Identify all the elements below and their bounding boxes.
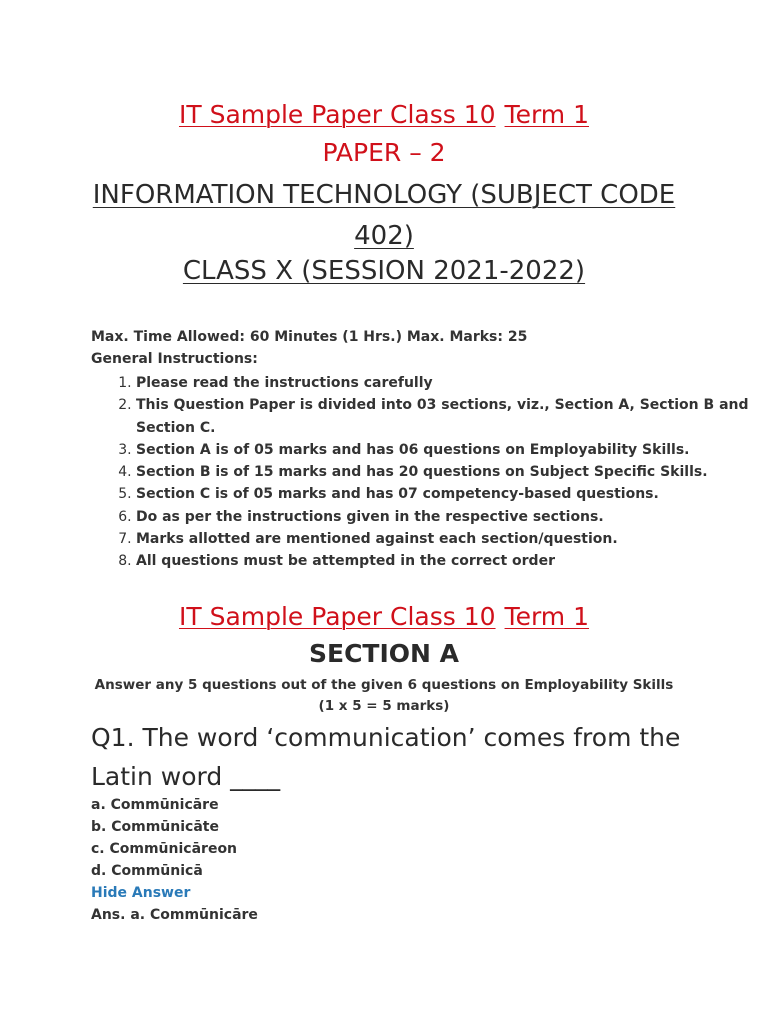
section-note-line2: (1 x 5 = 5 marks) <box>318 698 450 714</box>
paper-number: PAPER – 2 <box>322 138 446 167</box>
instruction-item: 4. Section B is of 15 marks and has 20 questions on Subject Specific Skills. <box>136 461 756 483</box>
option-c: c. Commūnicāreon <box>91 841 238 857</box>
instruction-item: 6. Do as per the instructions given in the respective sections. <box>136 506 756 528</box>
subject-heading <box>80 175 688 257</box>
class-session-heading <box>0 255 768 287</box>
instruction-item: 8. All questions must be attempted in the correct order <box>136 550 756 572</box>
instruction-item: 2. This Question Paper is divided into 03 sections, viz., Section A, Section B and Section C. <box>136 394 756 439</box>
option-b: b. Commūnicāte <box>91 819 219 835</box>
general-instructions-heading: General Instructions: <box>91 351 258 367</box>
instruction-item: 3. Section A is of 05 marks and has 06 questions on Employability Skills. <box>136 439 756 461</box>
instruction-item: 7. Marks allotted are mentioned against each section/question. <box>136 528 756 550</box>
answer-text: Ans. a. Commūnicāre <box>91 907 258 923</box>
class-session-text: CLASS X (SESSION 2021-2022) <box>182 256 586 286</box>
subject-text: INFORMATION TECHNOLOGY (SUBJECT CODE 402) <box>92 180 676 251</box>
page-title <box>0 100 768 130</box>
instruction-item: 5. Section C is of 05 marks and has 07 competency-based questions. <box>136 483 756 505</box>
question-text: Q1. The word ‘communication’ comes from the Latin word ____ <box>91 723 681 791</box>
option-d: d. Commūnicā <box>91 863 203 879</box>
title-link-class10[interactable]: IT Sample Paper Class 10 <box>178 100 496 129</box>
title-link-term1[interactable]: Term 1 <box>504 100 589 129</box>
instructions-list <box>91 372 756 573</box>
section-note <box>80 675 688 717</box>
section-heading: SECTION A <box>308 639 459 668</box>
option-a: a. Commūnicāre <box>91 797 219 813</box>
repeat-title <box>0 602 768 632</box>
hide-answer-button[interactable]: Hide Answer <box>91 885 191 901</box>
section-note-line1: Answer any 5 questions out of the given 6 questions on Employability Skills <box>94 677 674 693</box>
instruction-item: 1. Please read the instructions carefully <box>136 372 756 394</box>
repeat-title-link-class10[interactable]: IT Sample Paper Class 10 <box>178 602 496 631</box>
time-marks-info: Max. Time Allowed: 60 Minutes (1 Hrs.) Max. Marks: 25 <box>91 329 528 345</box>
repeat-title-link-term1[interactable]: Term 1 <box>504 602 589 631</box>
